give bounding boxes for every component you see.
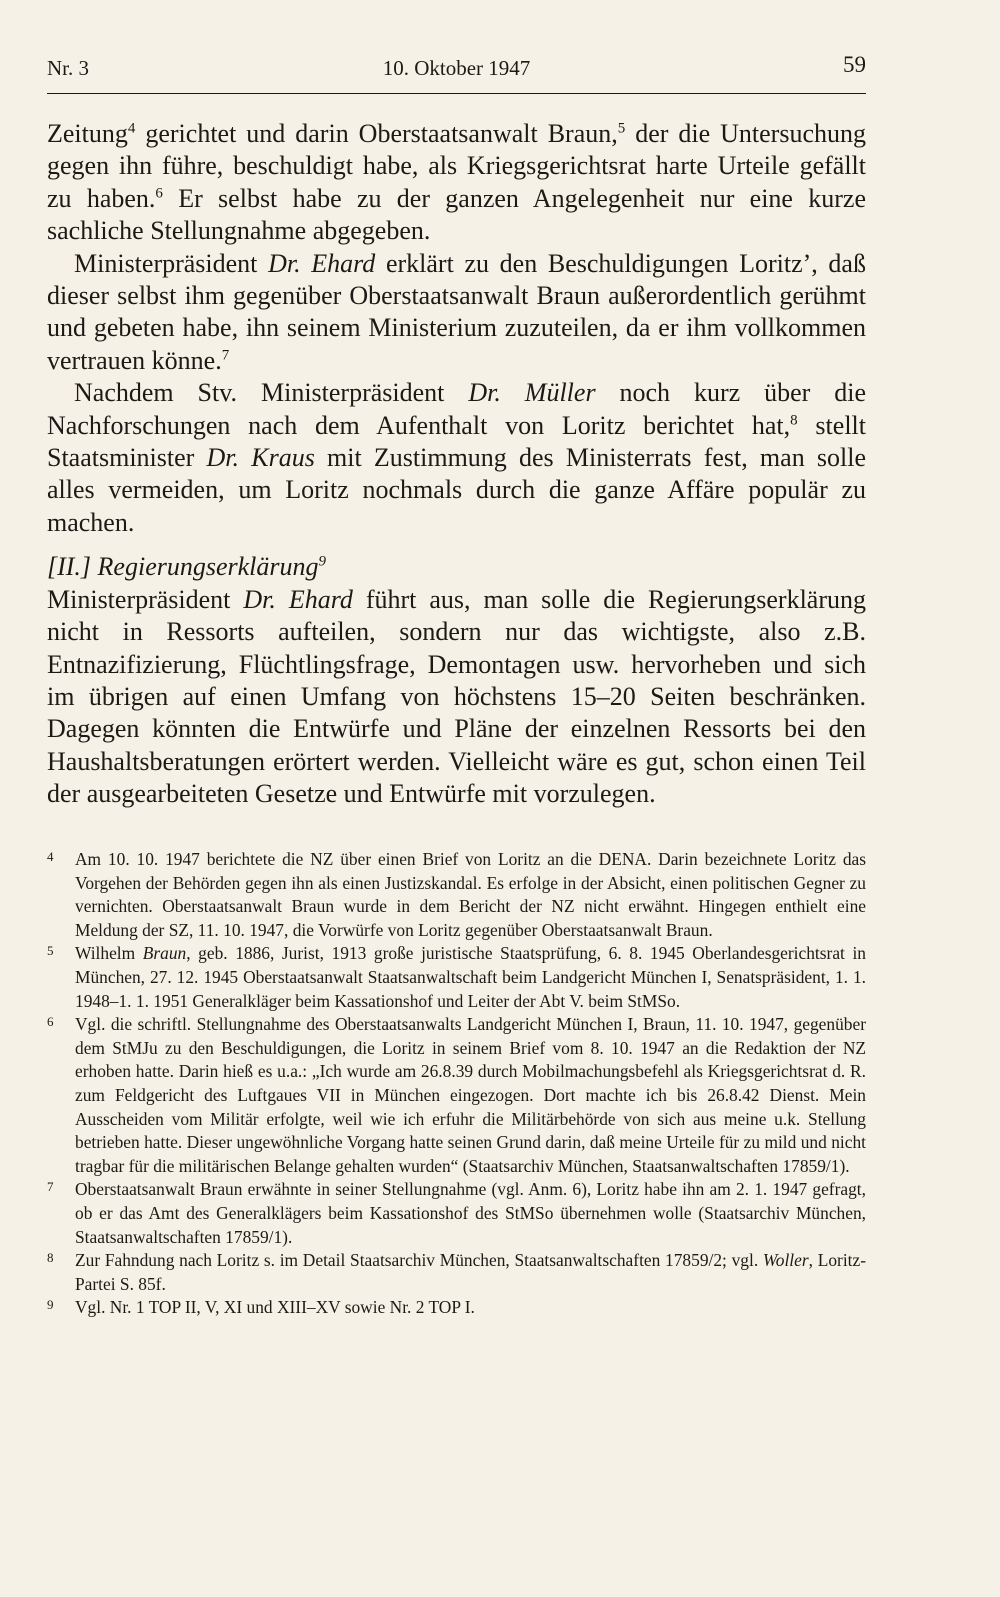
text-span: der die Untersuchung gegen ihn führe, beschuldigt habe, als Kriegsgerichtsrat harte Urteile gefällt zu haben. — [47, 119, 866, 213]
footnote-text: , Loritz-Partei S. 85f. — [75, 1250, 866, 1294]
footnote-ref-5[interactable]: 5 — [617, 120, 626, 137]
footnote-text: Vgl. Nr. 1 TOP II, V, XI und XIII–XV sowie Nr. 2 TOP I. — [75, 1297, 475, 1318]
footnote-text: , geb. 1886, Jurist, 1913 große juristische Staatsprüfung, 6. 8. 1945 Oberlandesgerichtsrat in München, 27. 12. 1945 Oberstaatsanwalt Staatsanwaltschaft beim Landgericht München I, Senatspräsident, 1. 1. 1948–1. 1. 1951 Generalkläger beim Kassationshof und Leiter der Abt V. beim StMSo. — [75, 943, 866, 1011]
header-date: 10. Oktober 1947 — [382, 56, 531, 80]
footnote-number: 9 — [47, 1297, 54, 1313]
running-header — [47, 52, 866, 86]
footnote-ref-4[interactable]: 4 — [127, 120, 136, 137]
footnote-4 — [47, 848, 866, 942]
footnote-6 — [47, 1013, 866, 1178]
footnote-ref-7[interactable]: 7 — [221, 347, 230, 364]
person-name: Dr. Ehard — [243, 584, 353, 614]
footnote-text: Oberstaatsanwalt Braun erwähnte in seiner Stellungnahme (vgl. Anm. 6), Loritz habe ihn am 2. 1. 1947 gefragt, ob er das Amt des Generalklägers beim Kassationshof des StMSo übernehmen wolle (Staatsarchiv München, Staatsanwaltschaften 17859/1). — [75, 1179, 866, 1247]
paragraph-4 — [47, 584, 866, 811]
person-name: Dr. Ehard — [268, 248, 376, 278]
paragraph-3 — [47, 377, 866, 539]
footnote-8 — [47, 1249, 866, 1296]
text-span: Zeitung — [47, 119, 128, 148]
footnote-text-prefix: Wilhelm — [75, 943, 143, 964]
footnote-text-prefix: Zur Fahndung nach Loritz s. im Detail Staatsarchiv München, Staatsanwaltschaften 17859/2; vgl. — [75, 1250, 763, 1271]
text-span: gerichtet und darin Oberstaatsanwalt Braun, — [135, 119, 618, 148]
person-name: Dr. Kraus — [206, 443, 315, 473]
document-number: Nr. 3 — [47, 56, 89, 80]
paragraph-1 — [47, 118, 866, 248]
text-span: Ministerpräsident — [47, 584, 244, 614]
footnote-number: 7 — [47, 1179, 54, 1195]
text-span: erklärt zu den Beschuldigungen Loritz’, daß dieser selbst ihm gegenüber Oberstaatsanwalt Braun außerordentlich gerühmt und gebeten habe, ihn seinem Ministerium zuzuteilen, da er ihm vollkommen vertrauen könne. — [47, 248, 866, 375]
text-span: Er selbst habe zu der ganzen Angelegenheit nur eine kurze sachliche Stellungnahme abgegeben. — [47, 183, 866, 246]
text-span: Nachdem Stv. Ministerpräsident — [74, 378, 469, 408]
footnote-ref-9[interactable]: 9 — [318, 553, 327, 570]
text-span: führt aus, man solle die Regierungserklärung nicht in Ressorts aufteilen, sondern nur das wichtigste, also z.B. Entnazifizierung, Flüchtlingsfrage, Demontagen usw. hervorheben und sich im übrigen auf einen Umfang von höchstens 15–20 Seiten beschränken. Dagegen könnten die Entwürfe und Pläne der einzelnen Ressorts bei den Haushaltsberatungen erörtert werden. Vielleicht wäre es gut, schon einen Teil der ausgearbeiteten Gesetze und Entwürfe mit vorzulegen. — [47, 584, 866, 809]
main-text — [47, 118, 866, 811]
author-name: Woller — [762, 1250, 809, 1271]
page-number: 59 — [843, 52, 866, 77]
footnote-ref-8[interactable]: 8 — [790, 412, 798, 428]
text-span: Ministerpräsident — [74, 248, 269, 278]
footnote-number: 4 — [47, 849, 54, 864]
footnote-text: Am 10. 10. 1947 berichtete die NZ über einen Brief von Loritz an die DENA. Darin bezeichnete Loritz das Vorgehen der Behörden gegen ihn als einen Justizskandal. Es erfolge in der Absicht, einen politischen Gegner zu vernichten. Oberstaatsanwalt Braun wurde in dem Bericht der NZ nicht erwähnt. Hingegen enthielt eine Meldung der SZ, 11. 10. 1947, die Vorwürfe von Loritz gegenüber Oberstaatsanwalt Braun. — [75, 849, 866, 940]
footnote-7 — [47, 1178, 866, 1249]
footnote-ref-6[interactable]: 6 — [155, 185, 163, 202]
person-name: Braun — [142, 943, 187, 964]
footnote-5 — [47, 942, 866, 1013]
footnote-number: 6 — [47, 1014, 54, 1030]
footnotes — [47, 848, 866, 1320]
paragraph-2 — [47, 248, 866, 378]
text-span: stellt Staatsminister — [47, 410, 866, 473]
footnote-number: 5 — [47, 943, 54, 959]
section-heading — [47, 551, 866, 583]
heading-text: [II.] Regierungserklärung — [47, 552, 319, 582]
footnote-9 — [47, 1296, 866, 1320]
person-name: Dr. Müller — [468, 378, 596, 408]
text-span: noch kurz über die Nachforschungen nach dem Aufenthalt von Loritz berichtet hat, — [47, 378, 867, 440]
header-rule — [47, 93, 866, 94]
footnote-text: Vgl. die schriftl. Stellungnahme des Oberstaatsanwalts Landgericht München I, Braun, 11. 10. 1947, gegenüber dem StMJu zu den Beschuldigungen, die Loritz in seinem Brief vom 8. 10. 1947 an die Redaktion der NZ erhoben hatte. Darin hieß es u.a.: „Ich wurde am 26.8.39 durch Mobilmachungsbefehl als Kriegsgerichtsrat d. R. zum Feldgericht des Luftgaues VII in München eingezogen. Dort machte ich bis 26.8.42 Dienst. Mein Ausscheiden vom Militär erfolgte, weil wie ich erfuhr die Militärbehörde von sich aus meine u.k. Stellung betrieben hatte. Dieser ungewöhnliche Vorgang hatte seinen Grund darin, daß meine Urteile für zu mild und nicht tragbar für die militärischen Belange gehalten wurden“ (Staatsarchiv München, Staatsanwaltschaften 17859/1). — [75, 1014, 866, 1176]
text-span: mit Zustimmung des Ministerrats fest, man solle alles vermeiden, um Loritz nochmals durch die ganze Affäre populär zu machen. — [47, 443, 867, 537]
footnote-number: 8 — [47, 1250, 54, 1266]
